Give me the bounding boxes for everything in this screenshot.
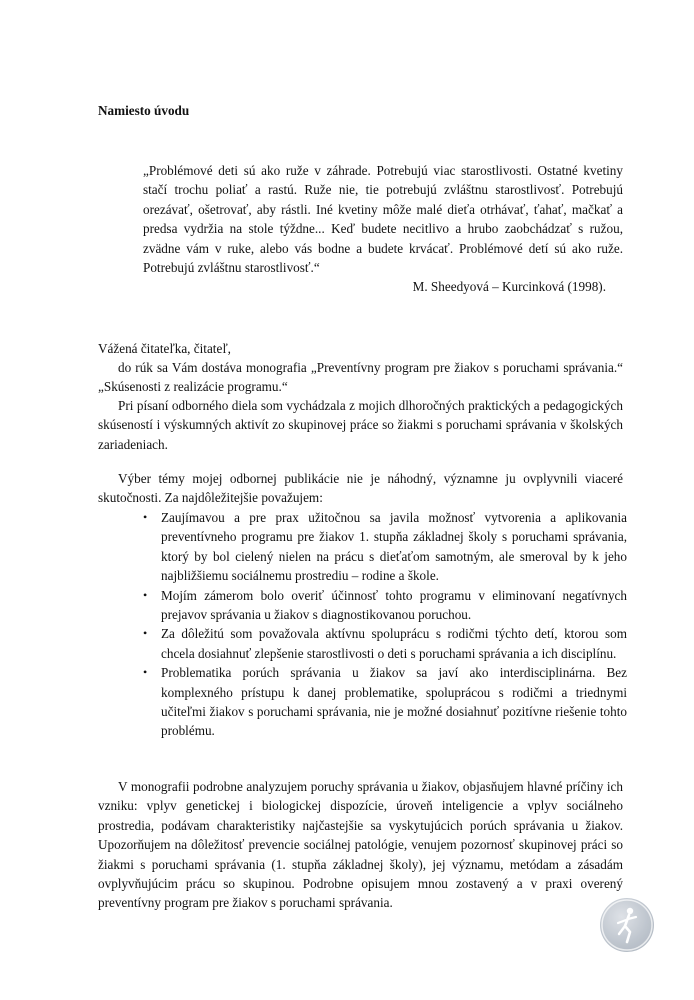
paragraph-monograph-summary: V monografii podrobne analyzujem poruchy správania u žiakov, objasňujem hlavné príčiny ich vzniku: vplyv genetickej i biologickej dispozície, úroveň inteligencie a vplyv sociálneho prostredia, podávam charakteristiky najčastejšie sa vyskytujúcich porúch správania u žiakov. Upozorňujem na dôležitosť prevencie sociálnej patológie, venujem pozornosť skupinovej práci so žiakmi s poruchami správania (1. stupňa základnej školy), jej významu, metódam a zásadám ovplyvňujúcim prácu so skupinou. Podrobne opisujem mnou zostavený a v praxi overený preventívny program pre žiakov s poruchami správania. bbox=[98, 779, 623, 911]
list-item bbox=[143, 624, 627, 663]
bullet-icon: • bbox=[143, 510, 148, 524]
list-item bbox=[143, 508, 627, 586]
quote-attribution: M. Sheedyová – Kurcinková (1998). bbox=[412, 279, 606, 294]
salutation: Vážená čitateľka, čitateľ, bbox=[98, 341, 231, 356]
list-item-text: Problematika porúch správania u žiakov sa javí ako interdisciplinárna. Bez komplexného prístupu k danej problematike, spoluprácou s rodičmi a triednymi učiteľmi žiakov s poruchami správania, nie je možné dosiahnuť pozitívne riešenie tohto problému. bbox=[161, 665, 627, 739]
runner-emblem-icon bbox=[600, 898, 654, 952]
list-item bbox=[143, 663, 627, 741]
reasons-list bbox=[143, 508, 627, 741]
bullet-icon: • bbox=[143, 587, 148, 602]
list-item-text: Zaujímavou a pre prax užitočnou sa javila možnosť vytvorenia a aplikovania preventívneho programu pre žiakov 1. stupňa základnej školy s poruchami správania, ktorý by bol cielený nielen na prácu s dieťaťom samotným, ale smeroval by k jeho najbližšiemu sociálnemu prostrediu – rodine a škole. bbox=[161, 510, 627, 584]
section-heading: Namiesto úvodu bbox=[98, 103, 190, 118]
list-item bbox=[143, 586, 627, 625]
bullet-icon: • bbox=[143, 665, 148, 680]
paragraph-topic-choice: Výber témy mojej odbornej publikácie nie je náhodný, významne ju ovplyvnili viaceré skutočnosti. Za najdôležitejšie považujem: bbox=[98, 471, 623, 506]
paragraph-background: Pri písaní odborného diela som vychádzala z mojich dlhoročných praktických a pedagogických skúseností i výskumných aktivít zo skupinovej práce so žiakmi s poruchami správania v školských zariadeniach. bbox=[98, 398, 623, 452]
epigraph-quote: „Problémové deti sú ako ruže v záhrade. Potrebujú viac starostlivosti. Ostatné kvetiny stačí trochu poliať a rastú. Ruže nie, tie potrebujú zvláštnu starostlivosť. Potrebujú orezávať, ošetrovať, aby rástli. Iné kvetiny môže malé dieťa otrhávať, ťahať, mačkať a predsa vydržia na stole týždne... Keď budete necitlivo a hrubo zaobchádzať s ružou, zvädne vám v ruke, alebo vás bodne a budete krvácať. Problémové detí sú ako ruže. Potrebujú zvláštnu starostlivosť.“ bbox=[143, 163, 623, 276]
list-item-text: Za dôležitú som považovala aktívnu spoluprácu s rodičmi týchto detí, ktorou som chcela dosiahnuť zlepšenie starostlivosti o deti s poruchami správania a ich disciplínu. bbox=[161, 626, 627, 661]
paragraph-intro: do rúk sa Vám dostáva monografia „Preventívny program pre žiakov s poruchami správania.“ „Skúsenosti z realizácie programu.“ bbox=[98, 360, 623, 395]
bullet-icon: • bbox=[143, 626, 148, 641]
list-item-text: Mojím zámerom bolo overiť účinnosť tohto programu v eliminovaní negatívnych prejavov správania u žiakov s diagnostikovanou poruchou. bbox=[161, 587, 627, 623]
